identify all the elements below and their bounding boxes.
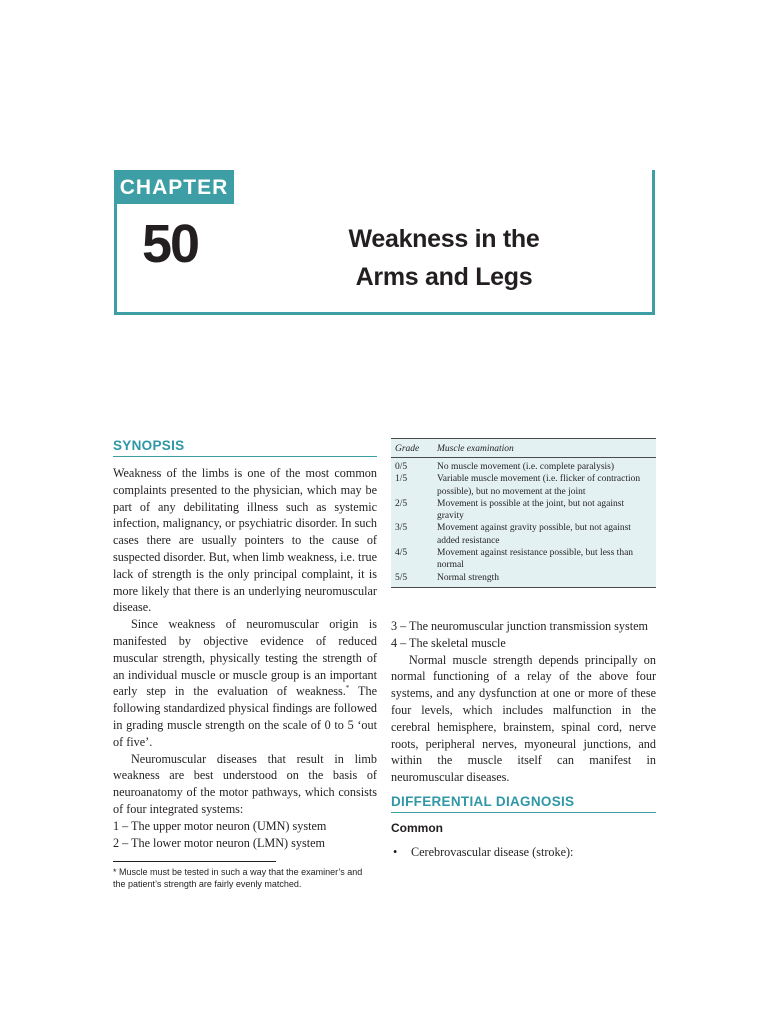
row-description: Movement against gravity possible, but not against added resistance — [437, 523, 631, 546]
table-body — [391, 458, 656, 587]
footnote-marker[interactable]: * — [345, 684, 350, 693]
chapter-number: 50 — [142, 214, 199, 274]
row-description: Movement is possible at the joint, but not against gravity — [437, 498, 625, 522]
row-description: Variable muscle movement (i.e. flicker of contraction possible), but no movement at the joint — [437, 474, 641, 497]
system-list-item-2: 2 – The lower motor neuron (LMN) system — [113, 835, 326, 850]
differential-diagnosis-heading: DIFFERENTIAL DIAGNOSIS — [391, 794, 656, 813]
table-row — [391, 522, 656, 547]
row-description: Movement against resistance possible, but less than normal — [437, 548, 634, 571]
row-description: No muscle movement (i.e. complete paralysis) — [437, 462, 615, 472]
table-header — [391, 439, 656, 458]
synopsis-body — [113, 465, 377, 851]
header-muscle-examination: Muscle examination — [437, 444, 514, 454]
footnote-divider — [113, 861, 276, 862]
muscle-strength-paragraph: Normal muscle strength depends principally on normal functioning of a relay of the above four systems, and any dysfunction at one or more of these four levels, which includes malfunction in the cerebral hemisphere, brainstem, spinal cord, nerve roots, peripheral nerves, myoneural junctions, and within the muscle itself can manifest in neuromuscular diseases. — [391, 652, 656, 785]
row-grade: 5/5 — [395, 572, 408, 583]
row-grade: 4/5 — [395, 548, 408, 559]
chapter-title — [304, 220, 584, 296]
chapter-rule — [114, 204, 117, 312]
synopsis-paragraph-1: Weakness of the limbs is one of the most common complaints presented to the physician, which may be part of any debilitating illness such as systemic infection, malignancy, or psychiatric disorder. In such cases there are usually pointers to the cause of suspected disorder. But, when limb weakness, i.e. true lack of strength is the only principal complaint, it is more likely that there is an underlying neuromuscular disease. — [113, 466, 378, 615]
row-description: Normal strength — [437, 572, 500, 583]
row-grade: 3/5 — [395, 523, 408, 534]
right-body — [391, 618, 656, 786]
common-subheading: Common — [391, 820, 443, 835]
synopsis-paragraph-3: Neuromuscular diseases that result in limb weakness are best understood on the basis of neuroanatomy of the motor pathways, which consists of four integrated systems: — [113, 751, 377, 816]
table-row — [391, 473, 656, 498]
muscle-grade-table — [391, 438, 656, 588]
right-column — [391, 618, 656, 860]
row-grade: 0/5 — [395, 462, 408, 472]
chapter-header — [114, 170, 655, 315]
row-grade: 1/5 — [395, 474, 408, 485]
table-row — [391, 572, 656, 584]
system-list-item-3: 3 – The neuromuscular junction transmission system — [391, 619, 649, 633]
bullet-text: Cerebrovascular disease (stroke): — [411, 844, 574, 859]
list-item — [391, 844, 656, 860]
bullet-icon: • — [393, 844, 398, 859]
synopsis-paragraph-2-end: The following standardized physical findings are followed in grading muscle strength on the scale of 0 to 5 ‘out of five’. — [113, 684, 377, 749]
chapter-label: CHAPTER — [114, 170, 234, 204]
header-grade: Grade — [395, 444, 420, 454]
left-column — [113, 438, 377, 890]
synopsis-paragraph-2 — [113, 616, 377, 750]
system-list-item-1: 1 – The upper motor neuron (UMN) system — [113, 818, 327, 833]
chapter-title-line1: Weakness in the — [348, 225, 540, 253]
chapter-title-line2: Arms and Legs — [355, 263, 533, 291]
table-row — [391, 498, 656, 523]
synopsis-paragraph-2-start: Since weakness of neuromuscular origin is manifested by objective evidence of reduced muscular strength, physically testing the strength of an individual muscle or muscle group is an important early step in the evaluation of weakness. — [113, 617, 377, 699]
footnote: * Muscle must be tested in such a way that the examiner’s and the patient’s strength are fairly evenly matched. — [113, 867, 363, 890]
table-row — [391, 547, 656, 572]
synopsis-heading: SYNOPSIS — [113, 438, 377, 457]
row-grade: 2/5 — [395, 498, 408, 509]
system-list-item-4: 4 – The skeletal muscle — [391, 635, 506, 650]
table-row — [391, 461, 656, 473]
